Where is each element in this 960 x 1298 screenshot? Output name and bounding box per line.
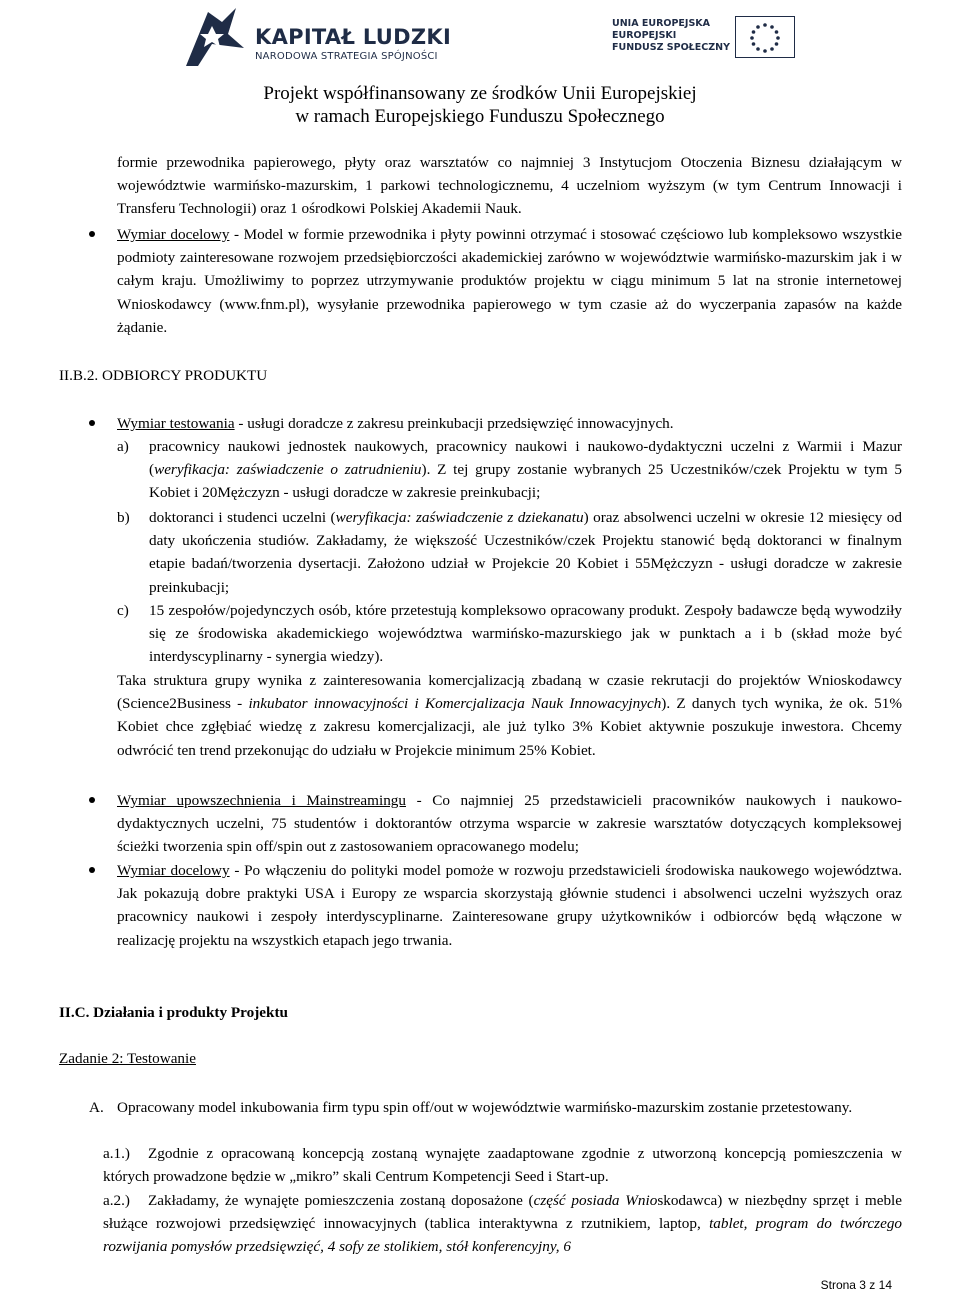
para-text: Taka struktura grupy wynika z zainteresowania komercjalizacją zbadaną w czasie rekrutacji do projektów Wnioskodawcy (Science2Business - (117, 672, 902, 713)
para-text: ). Z danych tych wynika, że ok. 51% Kobiet chce zgłębiać wiedzę z zakresu komercjalizacji, ale już tylko 3% Kobiet aktywnie poszukuje inwestora. Chcemy odwrócić ten trend przekonując do udziału w Projekcie minimum 25% Kobiet. (117, 695, 902, 759)
bullet-icon (88, 867, 98, 877)
ue-line3: FUNDUSZ SPOŁECZNY (612, 42, 730, 53)
item-text: skodawca) w niezbędny sprzęt i meble służące rozwojowi przedsięwzięć innowacyjnych (tablica interaktywna z rzutnikiem, laptop, (103, 1192, 902, 1233)
item-a2-text (103, 1189, 902, 1259)
item-a1-text: Zgodnie z opracowaną koncepcją zostaną wynajęte zaadaptowane zgodnie z utworzoną koncepcją pomieszczenia w których prowadzone będzie w „mikro” skali Centrum Kompetencji Seed i Start-up. (103, 1145, 902, 1186)
caption-line1: Projekt współfinansowany ze środków Unii Europejskiej (263, 83, 697, 104)
page-number: Strona 3 z 14 (820, 1278, 892, 1292)
bullet-text: - Po włączeniu do polityki model pomoże w rozwoju przedstawicieli środowiska naukowego województwa. Jak pokazują dobre praktyki USA i Europy ze wsparcia skorzystają głównie studenci i absolwenci uczelni wyższych oraz pracownicy naukowi i zespoły interdyscyplinarne. Zainteresowane grupy użytkowników i odbiorców będą włączone w realizację projektu na wszystkich etapach jego trwania. (117, 862, 902, 949)
eu-flag-icon (735, 16, 795, 58)
list-item-c (149, 599, 902, 669)
item-text-italic: tablet, program do twórczego rozwijania pomysłów przedsięwzięć, 4 sofy ze stolikiem, stół konferencyjny, 6 (103, 1215, 903, 1256)
bullet-wymiar-testowania (117, 412, 902, 435)
item-text-italic: część posiada Wnio (533, 1192, 658, 1209)
ue-label (612, 18, 730, 54)
para-text-italic: inkubator innowacyjności i Komercjalizacja Nauk Innowacyjnych (248, 695, 662, 713)
list-label-b: b) (117, 509, 130, 526)
kapital-ludzki-logo (178, 4, 248, 70)
list-text: ) oraz absolwenci uczelni w okresie 12 miesięcy od daty ukończenia studiów. Zakładamy, że większość Uczestników/czek Projektu stanowić będą doktoranci w finalnym etapie badań/tworzenia dysertacji. Założono udział w Projekcie 20 Kobiet i 55Mężczyzn - usługi doradcze w zakresie preinkubacji; (149, 509, 902, 596)
item-label-A: A. (89, 1099, 104, 1116)
list-text-italic: weryfikacja: zaświadczenie o zatrudnieniu (154, 461, 422, 479)
bullet-title: Wymiar docelowy (117, 862, 230, 879)
list-text-italic: weryfikacja: zaświadczenie z dziekanatu (335, 509, 584, 526)
list-text: doktoranci i studenci uczelni ( (149, 509, 336, 526)
bullet-text: - usługi doradcze z zakresu preinkubacji przedsięwzięć innowacyjnych. (234, 415, 674, 432)
item-label-a2: a.2.) (103, 1192, 130, 1209)
bullet-icon (88, 231, 98, 241)
list-text: pracownicy naukowi jednostek naukowych, pracownicy naukowi i naukowo-dydaktyczni uczelni z Warmii i Mazur ( (149, 438, 902, 479)
bullet-title: Wymiar testowania (117, 415, 235, 432)
paragraph-intro: formie przewodnika papierowego, płyty oraz warsztatów co najmniej 3 Instytucjom Otoczenia Biznesu działającym w województwie warmińsko-mazurskim, 1 parkowi technologicznemu, 4 uczelniom wyższym (w tym Centrum Innowacji i Transferu Technologii) oraz 1 ośrodkowi Polskiej Akademii Nauk. (117, 154, 902, 218)
bullet-title: Wymiar docelowy (117, 226, 230, 243)
list-label-c: c) (117, 602, 129, 619)
item-label-a1: a.1.) (103, 1145, 130, 1162)
list-item-b (149, 506, 902, 599)
section-heading-c: II.C. Działania i produkty Projektu (59, 1004, 288, 1021)
bullet-wymiar-docelowy-1 (117, 223, 902, 339)
list-label-a: a) (117, 438, 129, 455)
list-text: ). Z tej grupy zostanie wybranych 25 Uczestników/czek Projektu w tym 5 Kobiet i 20Mężczyzn - usługi doradcze w zakresie preinkubacji; (149, 461, 902, 502)
list-item-a (149, 435, 902, 505)
section-heading-b2: II.B.2. ODBIORCY PRODUKTU (59, 367, 268, 384)
list-text: 15 zespołów/pojedynczych osób, które przetestują kompleksowo opracowany produkt. Zespoły badawcze będą wywodziły się ze środowiska akademickiego województwa warmińsko-mazurskiego jak w punktach a i b (skład może być interdyscyplinarny - synergia wiedzy). (149, 602, 902, 666)
bullet-text: - Co najmniej 25 przedstawicieli pracowników naukowych i naukowo-dydaktycznych uczelni, 75 studentów i doktorantów otrzyma wsparcie w zakresie warsztatów dotyczących kompleksowej ścieżki tworzenia spin off/spin out z zastosowaniem opracowanego modelu; (117, 792, 902, 856)
bullet-title: Wymiar upowszechnienia i Mainstreamingu (117, 792, 406, 809)
paragraph-struktura (117, 669, 902, 762)
page-header (0, 0, 960, 135)
ue-line1: UNIA EUROPEJSKA (612, 18, 710, 29)
kl-title: KAPITAŁ LUDZKI (255, 25, 452, 49)
item-A-text: Opracowany model inkubowania firm typu spin off/out w województwie warmińsko-mazurskim zostanie przetestowany. (117, 1099, 853, 1116)
bullet-wymiar-docelowy-2 (117, 859, 902, 952)
ue-line2: EUROPEJSKI (612, 30, 677, 41)
bullet-text: - Model w formie przewodnika i płyty powinni otrzymać i stosować częściowo lub kompleksowo wszystkie podmioty zainteresowane rozwojem przedsiębiorczości akademickiej zarówno w województwie warmińsko-mazurskim jak i w całym kraju. Umożliwimy to poprzez utrzymywanie produktów projektu w ciągu minimum 5 lat na stronie internetowej Wnioskodawcy (www.fnm.pl), wysyłanie przewodnika papierowego w tym czasie aż do wyczerpania zapasów na każde żądanie. (117, 226, 902, 336)
bullet-wymiar-upowszechnienia (117, 789, 902, 859)
item-text: Zakładamy, że wynajęte pomieszczenia zostaną doposażone ( (148, 1192, 534, 1209)
header-caption (0, 82, 960, 128)
caption-line2: w ramach Europejskiego Funduszu Społecznego (295, 106, 665, 127)
kl-subtitle: NARODOWA STRATEGIA SPÓJNOŚCI (255, 51, 438, 62)
task-heading: Zadanie 2: Testowanie (59, 1050, 196, 1067)
bullet-icon (88, 797, 98, 807)
bullet-icon (88, 420, 98, 430)
